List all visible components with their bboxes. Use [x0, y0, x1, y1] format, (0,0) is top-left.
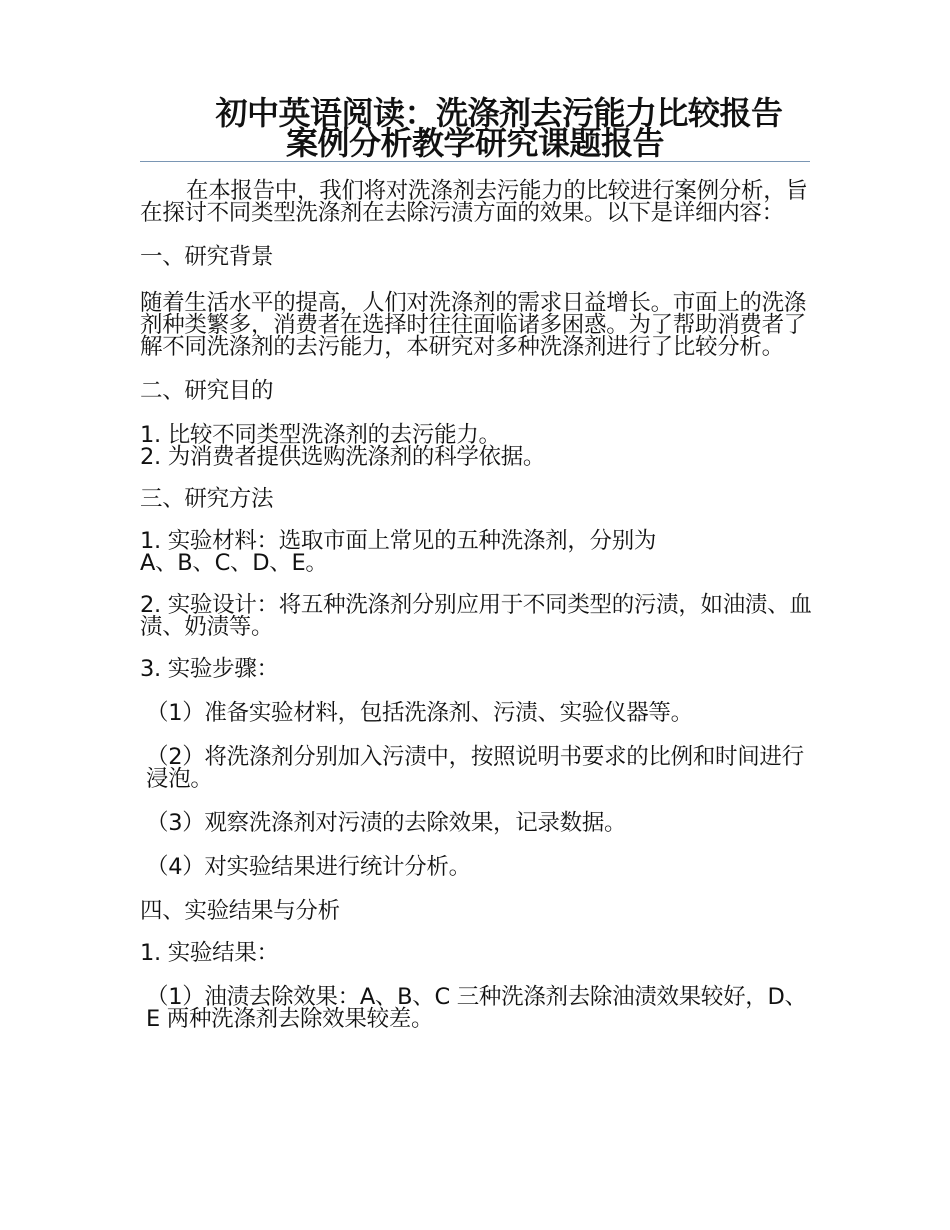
method-materials-line-1: 1. 实验材料：选取市面上常见的五种洗涤剂，分别为	[140, 528, 657, 554]
section-heading-background: 一、研究背景	[140, 244, 274, 270]
section-heading-results: 四、实验结果与分析	[140, 898, 340, 924]
purpose-item-2: 2. 为消费者提供选购洗涤剂的科学依据。	[140, 444, 546, 470]
step-3: （3）观察洗涤剂对污渍的去除效果，记录数据。	[146, 810, 627, 836]
results-heading: 1. 实验结果：	[140, 940, 279, 966]
method-materials-line-2: A、B、C、D、E。	[140, 550, 328, 576]
purpose-item-1: 1. 比较不同类型洗涤剂的去污能力。	[140, 422, 501, 448]
result-1: （1）油渍去除效果：A、B、C 三种洗涤剂去除油渍效果较好，D、E 两种洗涤剂去除效果较差。	[146, 984, 807, 1032]
background-paragraph: 随着生活水平的提高，人们对洗涤剂的需求日益增长。市面上的洗涤剂种类繁多，消费者在选择时往往面临诸多困惑。为了帮助消费者了解不同洗涤剂的去污能力，本研究对多种洗涤剂进行了比较分析。	[140, 290, 807, 360]
title-line-1: 初中英语阅读：洗涤剂去污能力比较报告	[215, 94, 783, 132]
section-heading-purpose: 二、研究目的	[140, 378, 274, 404]
document-body	[140, 180, 812, 1030]
document-title	[140, 94, 810, 162]
title-line-2: 案例分析教学研究课题报告	[285, 124, 664, 162]
method-design: 2. 实验设计：将五种洗涤剂分别应用于不同类型的污渍，如油渍、血渍、奶渍等。	[140, 592, 812, 640]
title-underline	[140, 161, 810, 162]
step-1: （1）准备实验材料，包括洗涤剂、污渍、实验仪器等。	[146, 700, 693, 726]
intro-paragraph: 在本报告中，我们将对洗涤剂去污能力的比较进行案例分析，旨在探讨不同类型洗涤剂在去除污渍方面的效果。以下是详细内容：	[140, 178, 808, 226]
step-4: （4）对实验结果进行统计分析。	[146, 854, 471, 880]
method-steps-heading: 3. 实验步骤：	[140, 656, 279, 682]
section-heading-method: 三、研究方法	[140, 486, 274, 512]
step-2: （2）将洗涤剂分别加入污渍中，按照说明书要求的比例和时间进行浸泡。	[146, 744, 804, 792]
